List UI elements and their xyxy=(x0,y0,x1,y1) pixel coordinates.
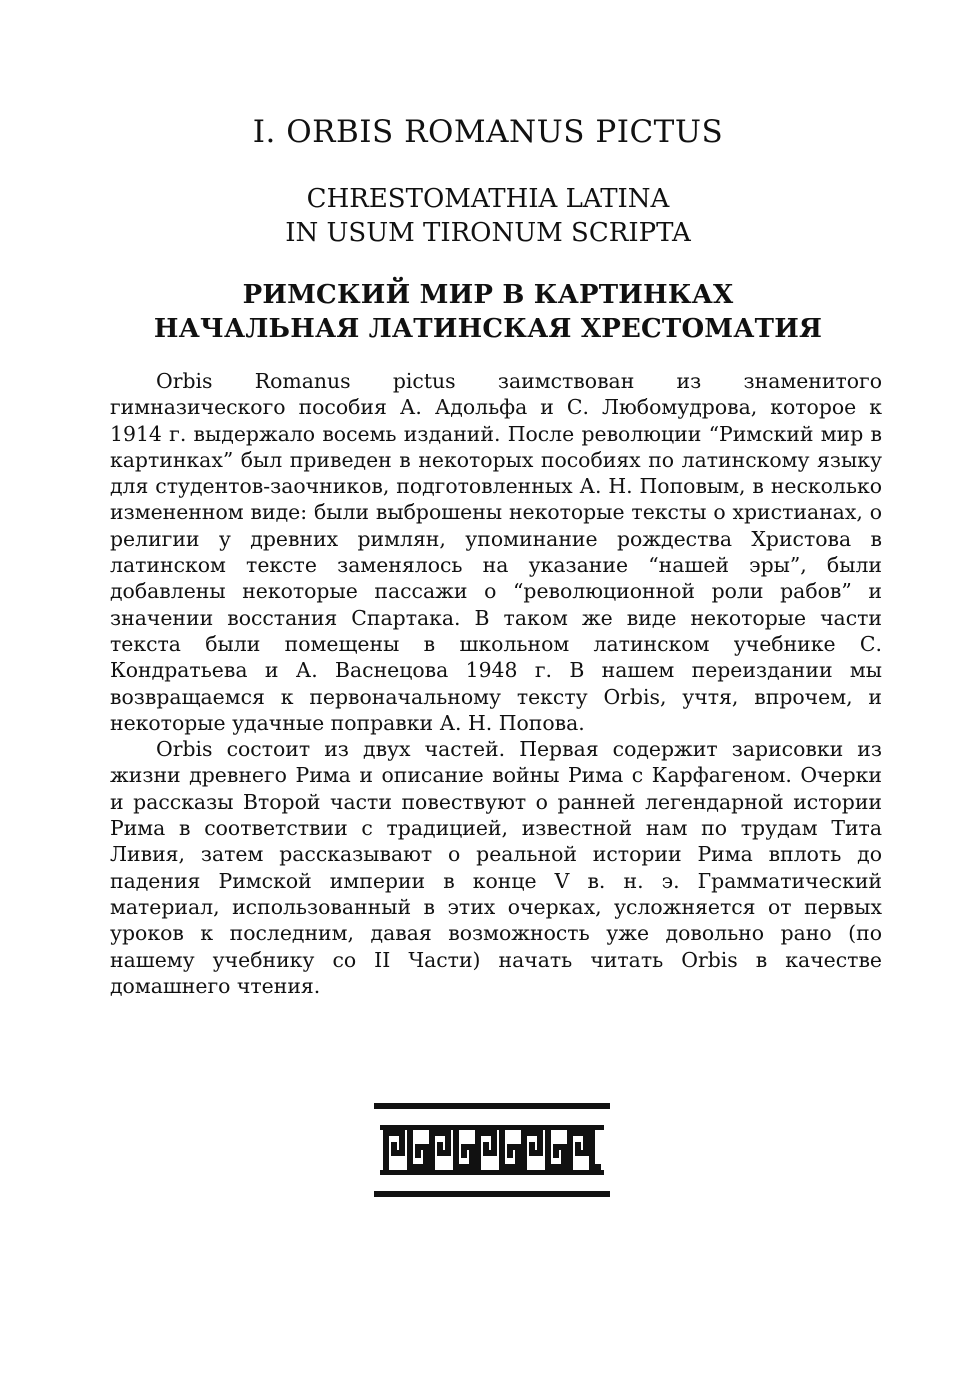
russian-subtitle-line-1: РИМСКИЙ МИР В КАРТИНКАХ xyxy=(242,280,734,310)
greek-meander-ornament-icon xyxy=(374,1103,610,1197)
latin-subtitle xyxy=(0,182,976,250)
body-text xyxy=(110,368,882,999)
paragraph-structure: Orbis состоит из двух частей. Первая содержит зарисовки из жизни древнего Рима и описание войны Рима с Карфагеном. Очерки и рассказы Второй части повествуют о ранней легендарной истории Рима в соответствии с традицией, известной нам по трудам Тита Ливия, затем рассказывают о реальной истории Рима вплоть до падения Римской империи в конце V в. н. э. Грамматический материал, использованный в этих очерках, усложняется от первых уроков к последним, давая возможность уже довольно рано (по нашему учебнику со II Части) начать читать Orbis в качестве домашнего чтения. xyxy=(110,737,882,998)
latin-subtitle-line-2: IN USUM TIRONUM SCRIPTA xyxy=(285,218,691,248)
page-title: I. ORBIS ROMANUS PICTUS xyxy=(252,114,724,150)
paragraph-intro: Orbis Romanus pictus заимствован из знаменитого гимназического пособия А. Адольфа и С. Любомудрова, которое к 1914 г. выдержало восемь изданий. После революции “Римский мир в картинках” был приведен в некоторых пособиях по латинскому языку для студентов-заочников, подготовленных А. Н. Поповым, в несколько измененном виде: были выброшены некоторые тексты о христианах, о религии у древних римлян, упоминание рождества Христова в латинском тексте заменялось на указание “нашей эры”, были добавлены некоторые пассажи о “революционной роли рабов” и значении восстания Спартака. В таком же виде некоторые части текста были помещены в школьном латинском учебнике С. Кондратьева и А. Васнецова 1948 г. В нашем переиздании мы возвращаемся к первоначальному тексту Orbis, учтя, впрочем, и некоторые удачные поправки А. Н. Попова. xyxy=(110,369,882,735)
russian-subtitle-line-2: НАЧАЛЬНАЯ ЛАТИНСКАЯ ХРЕСТОМАТИЯ xyxy=(153,314,823,344)
latin-subtitle-line-1: CHRESTOMATHIA LATINA xyxy=(306,184,670,214)
russian-subtitle xyxy=(0,278,976,346)
